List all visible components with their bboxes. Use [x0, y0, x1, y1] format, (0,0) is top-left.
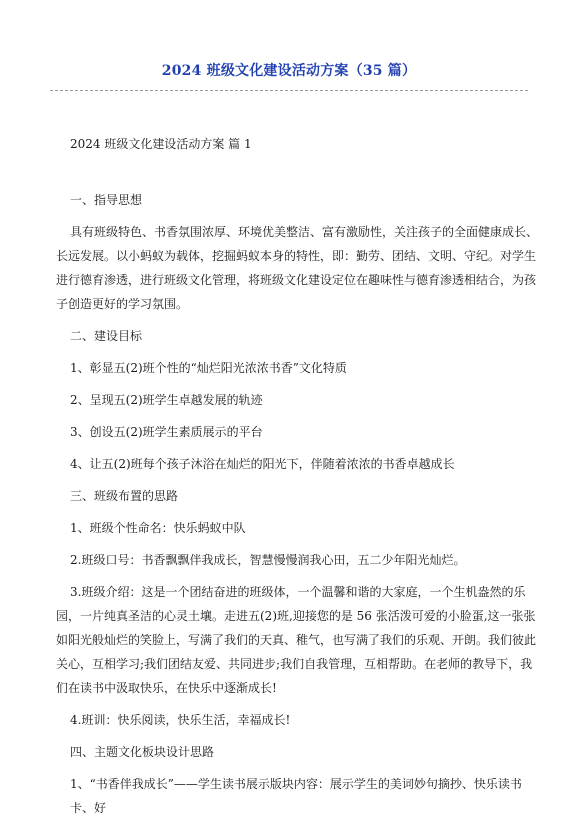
- layout-item-slogan: 2.班级口号：书香飘飘伴我成长，智慧慢慢润我心田，五二少年阳光灿烂。: [70, 553, 466, 567]
- theme-board-item-1: 1、“书香伴我成长”——学生读书展示版块内容：展示学生的美词妙句摘抄、快乐读书卡、好: [70, 777, 522, 815]
- title-divider: [50, 90, 528, 91]
- heading-class-layout: 三、班级布置的思路: [70, 489, 179, 503]
- layout-item-motto: 4.班训：快乐阅读，快乐生活，幸福成长!: [70, 713, 291, 727]
- heading-guiding-ideology: 一、指导思想: [70, 193, 143, 207]
- layout-item-introduction: 3.班级介绍：这是一个团结奋进的班级体，一个温馨和谐的大家庭，一个生机盎然的乐园，一片纯真圣洁的心灵土壤。走进五(2)班,迎接您的是 56 张活泼可爱的小脸蛋,这一张张如阳光般灿烂的笑脸上，写满了我们的天真、稚气，也写满了我们的乐观、开朗。我们彼此关心，互相学习;我们团结友爱、共同进步;我们自我管理，互相帮助。在老师的教导下，我们在读书中汲取快乐，在快乐中逐渐成长!: [56, 585, 537, 695]
- section-subtitle: 2024 班级文化建设活动方案 篇 1: [70, 137, 252, 151]
- layout-item-name: 1、班级个性命名：快乐蚂蚁中队: [70, 521, 246, 535]
- heading-theme-boards: 四、主题文化板块设计思路: [70, 745, 215, 759]
- document-title: 2024 班级文化建设活动方案（35 篇）: [161, 63, 417, 79]
- goal-item-2: 2、呈现五(2)班学生卓越发展的轨迹: [70, 393, 263, 407]
- paragraph-guiding-ideology: 具有班级特色、书香氛围浓厚、环境优美整洁、富有激励性，关注孩子的全面健康成长、长远发展。以小蚂蚁为载体，挖掘蚂蚁本身的特性，即：勤劳、团结、文明、守纪。对学生进行德育渗透，进行班级文化管理，将班级文化建设定位在趣味性与德育渗透相结合，为孩子创造更好的学习氛围。: [56, 225, 539, 311]
- document-body: [56, 132, 544, 828]
- goal-item-1: 1、彰显五(2)班个性的“灿烂阳光浓浓书香”文化特质: [70, 361, 347, 375]
- goal-item-4: 4、让五(2)班每个孩子沐浴在灿烂的阳光下，伴随着浓浓的书香卓越成长: [70, 457, 455, 471]
- heading-construction-goals: 二、建设目标: [70, 329, 143, 343]
- goal-item-3: 3、创设五(2)班学生素质展示的平台: [70, 425, 263, 439]
